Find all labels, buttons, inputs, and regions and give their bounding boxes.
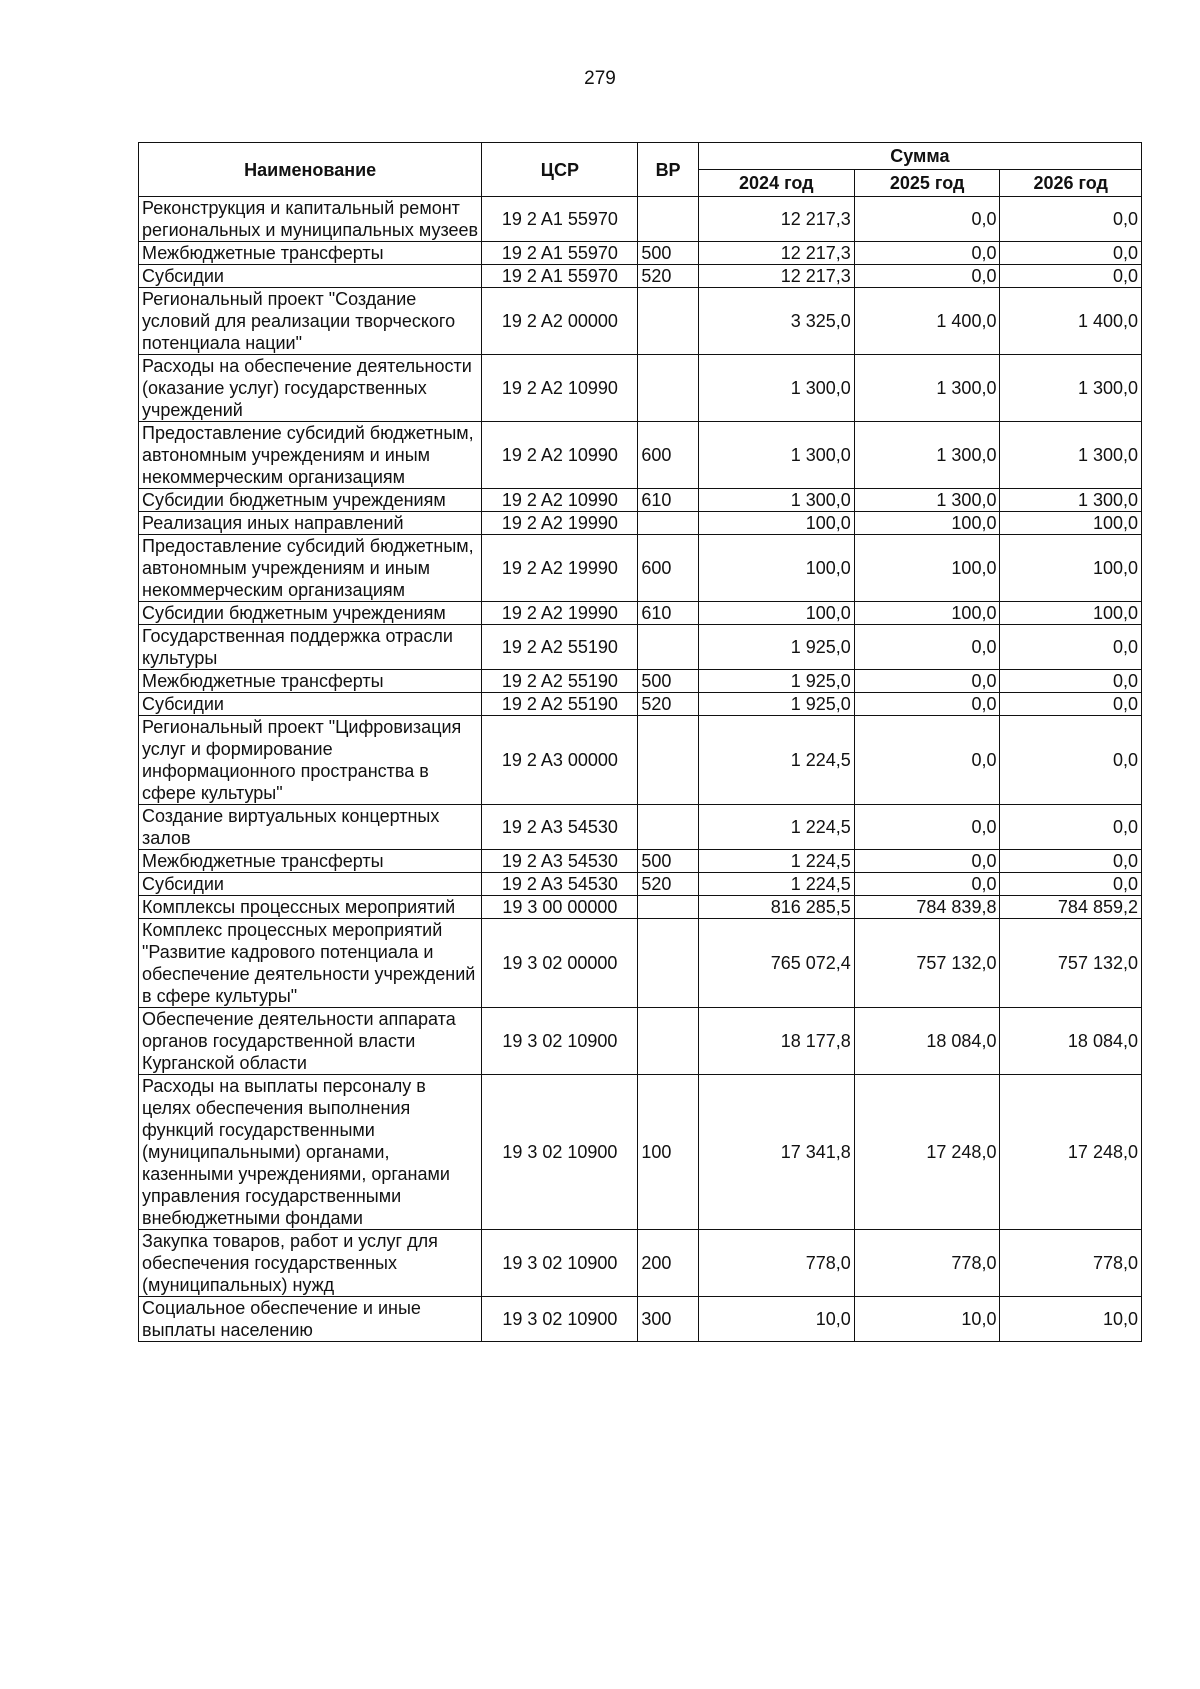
- cell-sum-2025: 0,0: [854, 693, 1000, 716]
- cell-vr: 610: [638, 489, 698, 512]
- cell-csr: 19 2 A2 19990: [482, 512, 638, 535]
- table-row: [139, 896, 1142, 919]
- cell-vr: 200: [638, 1230, 698, 1297]
- cell-sum-2024: 816 285,5: [698, 896, 854, 919]
- table-row: [139, 355, 1142, 422]
- cell-vr: [638, 625, 698, 670]
- cell-sum-2024: 18 177,8: [698, 1008, 854, 1075]
- cell-sum-2026: 0,0: [1000, 873, 1142, 896]
- table-row: [139, 850, 1142, 873]
- table-row: [139, 535, 1142, 602]
- cell-sum-2025: 100,0: [854, 535, 1000, 602]
- cell-sum-2026: 10,0: [1000, 1297, 1142, 1342]
- header-row-top: [139, 143, 1142, 170]
- cell-name: Реализация иных направлений: [139, 512, 482, 535]
- cell-sum-2025: 17 248,0: [854, 1075, 1000, 1230]
- table-row: [139, 1297, 1142, 1342]
- cell-sum-2025: 1 300,0: [854, 422, 1000, 489]
- cell-sum-2026: 1 300,0: [1000, 422, 1142, 489]
- table-row: [139, 489, 1142, 512]
- cell-sum-2026: 100,0: [1000, 535, 1142, 602]
- table-row: [139, 805, 1142, 850]
- cell-sum-2025: 784 839,8: [854, 896, 1000, 919]
- cell-sum-2026: 100,0: [1000, 602, 1142, 625]
- cell-name: Социальное обеспечение и иные выплаты населению: [139, 1297, 482, 1342]
- cell-name: Расходы на выплаты персоналу в целях обеспечения выполнения функций государственными (муниципальными) органами, казенными учреждениями, органами управления государственными внебюджетными фондами: [139, 1075, 482, 1230]
- header-name: Наименование: [139, 143, 482, 197]
- cell-name: Расходы на обеспечение деятельности (оказание услуг) государственных учреждений: [139, 355, 482, 422]
- cell-csr: 19 2 A3 54530: [482, 805, 638, 850]
- cell-sum-2024: 1 300,0: [698, 489, 854, 512]
- cell-vr: 520: [638, 265, 698, 288]
- cell-sum-2025: 0,0: [854, 265, 1000, 288]
- table-row: [139, 197, 1142, 242]
- cell-sum-2025: 0,0: [854, 242, 1000, 265]
- cell-csr: 19 2 A1 55970: [482, 242, 638, 265]
- table-row: [139, 602, 1142, 625]
- cell-csr: 19 2 A1 55970: [482, 197, 638, 242]
- cell-csr: 19 2 A1 55970: [482, 265, 638, 288]
- cell-sum-2026: 0,0: [1000, 716, 1142, 805]
- cell-sum-2026: 0,0: [1000, 197, 1142, 242]
- cell-vr: [638, 197, 698, 242]
- cell-vr: [638, 919, 698, 1008]
- cell-sum-2024: 100,0: [698, 512, 854, 535]
- cell-csr: 19 2 A2 10990: [482, 355, 638, 422]
- cell-name: Предоставление субсидий бюджетным, автономным учреждениям и иным некоммерческим организациям: [139, 535, 482, 602]
- cell-vr: [638, 288, 698, 355]
- cell-sum-2024: 17 341,8: [698, 1075, 854, 1230]
- cell-sum-2024: 1 925,0: [698, 693, 854, 716]
- cell-csr: 19 2 A3 00000: [482, 716, 638, 805]
- cell-sum-2026: 784 859,2: [1000, 896, 1142, 919]
- cell-name: Субсидии: [139, 873, 482, 896]
- cell-sum-2025: 757 132,0: [854, 919, 1000, 1008]
- cell-csr: 19 3 02 10900: [482, 1008, 638, 1075]
- cell-sum-2025: 0,0: [854, 625, 1000, 670]
- cell-name: Создание виртуальных концертных залов: [139, 805, 482, 850]
- table-row: [139, 242, 1142, 265]
- cell-sum-2026: 0,0: [1000, 242, 1142, 265]
- cell-vr: 520: [638, 693, 698, 716]
- cell-sum-2025: 1 300,0: [854, 355, 1000, 422]
- page-number: 279: [584, 68, 616, 89]
- cell-sum-2025: 100,0: [854, 512, 1000, 535]
- cell-vr: [638, 355, 698, 422]
- cell-sum-2024: 12 217,3: [698, 197, 854, 242]
- cell-vr: 600: [638, 535, 698, 602]
- cell-sum-2024: 1 925,0: [698, 670, 854, 693]
- cell-sum-2025: 10,0: [854, 1297, 1000, 1342]
- cell-csr: 19 3 02 10900: [482, 1297, 638, 1342]
- cell-sum-2026: 1 400,0: [1000, 288, 1142, 355]
- cell-sum-2026: 778,0: [1000, 1230, 1142, 1297]
- header-year-2025: 2025 год: [854, 170, 1000, 197]
- cell-sum-2024: 1 224,5: [698, 716, 854, 805]
- cell-name: Региональный проект "Создание условий для реализации творческого потенциала нации": [139, 288, 482, 355]
- cell-name: Обеспечение деятельности аппарата органов государственной власти Курганской области: [139, 1008, 482, 1075]
- cell-sum-2026: 17 248,0: [1000, 1075, 1142, 1230]
- table-row: [139, 919, 1142, 1008]
- cell-sum-2026: 0,0: [1000, 265, 1142, 288]
- cell-vr: [638, 896, 698, 919]
- cell-sum-2026: 0,0: [1000, 670, 1142, 693]
- table-row: [139, 1230, 1142, 1297]
- cell-sum-2026: 0,0: [1000, 850, 1142, 873]
- cell-name: Комплекс процессных мероприятий "Развитие кадрового потенциала и обеспечение деятельности учреждений в сфере культуры": [139, 919, 482, 1008]
- cell-csr: 19 3 02 10900: [482, 1075, 638, 1230]
- cell-sum-2024: 1 925,0: [698, 625, 854, 670]
- cell-vr: 300: [638, 1297, 698, 1342]
- cell-sum-2026: 1 300,0: [1000, 355, 1142, 422]
- header-year-2024: 2024 год: [698, 170, 854, 197]
- cell-sum-2026: 757 132,0: [1000, 919, 1142, 1008]
- cell-name: Государственная поддержка отрасли культуры: [139, 625, 482, 670]
- cell-csr: 19 2 A2 10990: [482, 489, 638, 512]
- table-row: [139, 422, 1142, 489]
- cell-sum-2025: 100,0: [854, 602, 1000, 625]
- cell-name: Комплексы процессных мероприятий: [139, 896, 482, 919]
- table-row: [139, 693, 1142, 716]
- cell-name: Межбюджетные трансферты: [139, 850, 482, 873]
- header-vr: ВР: [638, 143, 698, 197]
- table-row: [139, 670, 1142, 693]
- cell-sum-2026: 18 084,0: [1000, 1008, 1142, 1075]
- cell-sum-2025: 1 300,0: [854, 489, 1000, 512]
- cell-name: Субсидии: [139, 265, 482, 288]
- cell-sum-2025: 778,0: [854, 1230, 1000, 1297]
- cell-sum-2024: 1 224,5: [698, 850, 854, 873]
- cell-csr: 19 3 00 00000: [482, 896, 638, 919]
- cell-vr: [638, 716, 698, 805]
- cell-name: Предоставление субсидий бюджетным, автономным учреждениям и иным некоммерческим организациям: [139, 422, 482, 489]
- table-body: [139, 197, 1142, 1342]
- header-sum: Сумма: [698, 143, 1141, 170]
- table-row: [139, 288, 1142, 355]
- table-row: [139, 1075, 1142, 1230]
- cell-csr: 19 2 A2 19990: [482, 602, 638, 625]
- cell-name: Региональный проект "Цифровизация услуг и формирование информационного пространства в сфере культуры": [139, 716, 482, 805]
- cell-vr: 610: [638, 602, 698, 625]
- cell-sum-2026: 0,0: [1000, 625, 1142, 670]
- cell-name: Закупка товаров, работ и услуг для обеспечения государственных (муниципальных) нужд: [139, 1230, 482, 1297]
- cell-vr: 100: [638, 1075, 698, 1230]
- cell-vr: [638, 512, 698, 535]
- cell-name: Субсидии бюджетным учреждениям: [139, 489, 482, 512]
- header-csr: ЦСР: [482, 143, 638, 197]
- cell-vr: 500: [638, 670, 698, 693]
- budget-table: [138, 142, 1142, 1342]
- cell-csr: 19 3 02 10900: [482, 1230, 638, 1297]
- table-row: [139, 265, 1142, 288]
- cell-sum-2024: 765 072,4: [698, 919, 854, 1008]
- table-row: [139, 1008, 1142, 1075]
- table-row: [139, 512, 1142, 535]
- cell-sum-2025: 18 084,0: [854, 1008, 1000, 1075]
- cell-vr: 500: [638, 850, 698, 873]
- cell-sum-2025: 0,0: [854, 805, 1000, 850]
- cell-csr: 19 2 A3 54530: [482, 873, 638, 896]
- cell-name: Субсидии: [139, 693, 482, 716]
- cell-csr: 19 2 A2 55190: [482, 625, 638, 670]
- cell-sum-2024: 1 224,5: [698, 805, 854, 850]
- cell-vr: 520: [638, 873, 698, 896]
- cell-sum-2024: 1 224,5: [698, 873, 854, 896]
- cell-sum-2024: 12 217,3: [698, 265, 854, 288]
- cell-sum-2026: 100,0: [1000, 512, 1142, 535]
- cell-csr: 19 2 A2 19990: [482, 535, 638, 602]
- cell-sum-2024: 3 325,0: [698, 288, 854, 355]
- cell-sum-2024: 12 217,3: [698, 242, 854, 265]
- cell-sum-2025: 0,0: [854, 197, 1000, 242]
- cell-vr: [638, 1008, 698, 1075]
- cell-name: Реконструкция и капитальный ремонт региональных и муниципальных музеев: [139, 197, 482, 242]
- cell-csr: 19 2 A2 00000: [482, 288, 638, 355]
- cell-sum-2026: 1 300,0: [1000, 489, 1142, 512]
- cell-vr: [638, 805, 698, 850]
- header-year-2026: 2026 год: [1000, 170, 1142, 197]
- cell-sum-2025: 0,0: [854, 850, 1000, 873]
- cell-vr: 500: [638, 242, 698, 265]
- cell-sum-2024: 1 300,0: [698, 355, 854, 422]
- cell-name: Межбюджетные трансферты: [139, 242, 482, 265]
- cell-sum-2024: 100,0: [698, 535, 854, 602]
- cell-sum-2025: 0,0: [854, 716, 1000, 805]
- cell-name: Субсидии бюджетным учреждениям: [139, 602, 482, 625]
- cell-sum-2026: 0,0: [1000, 693, 1142, 716]
- cell-vr: 600: [638, 422, 698, 489]
- cell-sum-2026: 0,0: [1000, 805, 1142, 850]
- cell-csr: 19 2 A2 55190: [482, 693, 638, 716]
- cell-csr: 19 2 A2 10990: [482, 422, 638, 489]
- table-row: [139, 873, 1142, 896]
- table-row: [139, 716, 1142, 805]
- cell-name: Межбюджетные трансферты: [139, 670, 482, 693]
- cell-sum-2025: 0,0: [854, 670, 1000, 693]
- cell-sum-2024: 778,0: [698, 1230, 854, 1297]
- cell-csr: 19 2 A2 55190: [482, 670, 638, 693]
- cell-sum-2024: 1 300,0: [698, 422, 854, 489]
- cell-sum-2025: 0,0: [854, 873, 1000, 896]
- cell-csr: 19 2 A3 54530: [482, 850, 638, 873]
- cell-sum-2024: 100,0: [698, 602, 854, 625]
- cell-csr: 19 3 02 00000: [482, 919, 638, 1008]
- cell-sum-2025: 1 400,0: [854, 288, 1000, 355]
- table-row: [139, 625, 1142, 670]
- cell-sum-2024: 10,0: [698, 1297, 854, 1342]
